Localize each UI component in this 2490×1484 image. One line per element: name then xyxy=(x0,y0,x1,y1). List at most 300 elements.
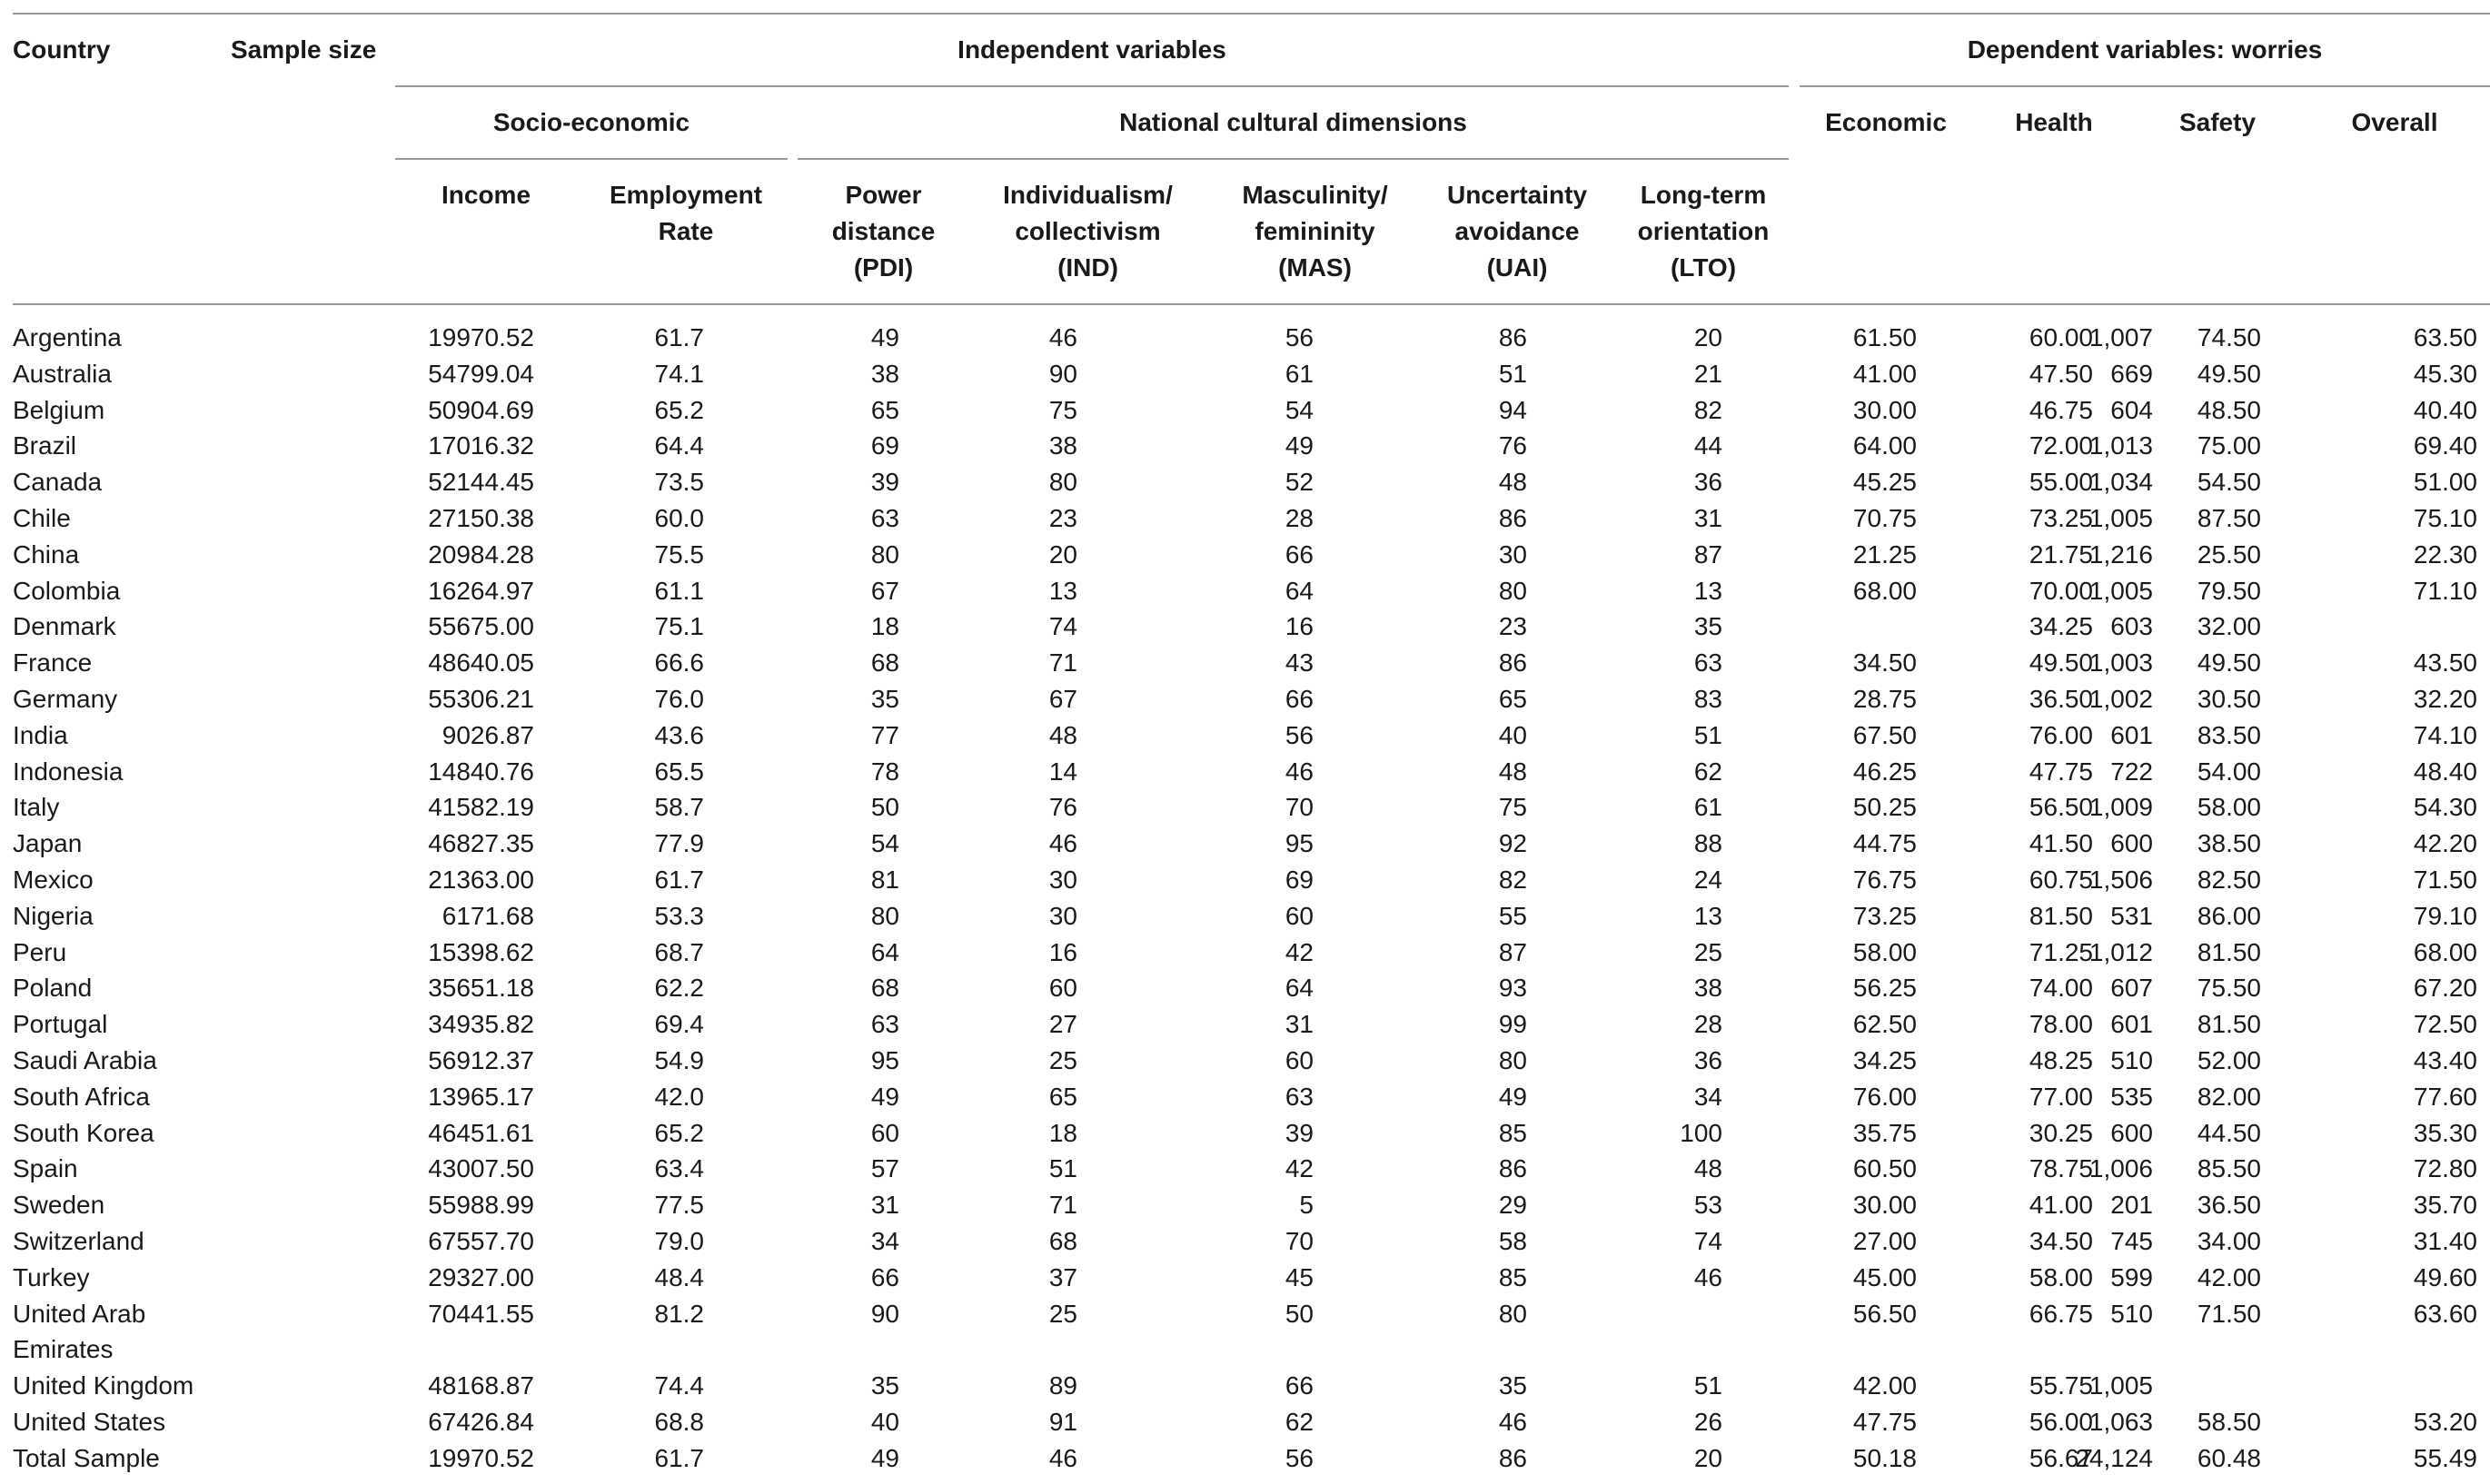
cell-country: Saudi Arabia xyxy=(13,1045,157,1074)
cell-sample-size: 1,063 xyxy=(2088,1407,2153,1436)
table-row xyxy=(0,1260,2490,1296)
cell-uai: 55 xyxy=(1498,901,1527,930)
cell-uai: 40 xyxy=(1498,720,1527,749)
cell-ind: 20 xyxy=(1048,539,1077,569)
cell-safety: 75.50 xyxy=(2197,974,2261,1003)
cell-economic: 34.50 xyxy=(1852,648,1917,678)
cell-income: 41582.19 xyxy=(428,793,534,822)
cell-mas: 50 xyxy=(1285,1299,1314,1328)
cell-employment-rate: 58.7 xyxy=(654,793,704,822)
cell-ind: 25 xyxy=(1048,1045,1077,1074)
cell-overall: 63.50 xyxy=(2413,323,2477,351)
cell-employment-rate: 61.7 xyxy=(654,323,704,351)
cell-economic: 35.75 xyxy=(1852,1118,1917,1147)
cell-health: 36.50 xyxy=(2029,684,2093,713)
cell-economic: 46.25 xyxy=(1852,757,1917,786)
cell-country: Peru xyxy=(13,937,67,966)
cell-pdi: 63 xyxy=(870,1010,899,1039)
cell-sample-size: 600 xyxy=(2110,1118,2153,1147)
cell-pdi: 34 xyxy=(870,1226,899,1255)
cell-country: United States xyxy=(13,1407,166,1436)
cell-overall: 55.49 xyxy=(2413,1443,2477,1472)
cell-overall: 72.50 xyxy=(2413,1010,2477,1039)
cell-country: Nigeria xyxy=(13,901,94,930)
cell-overall: 31.40 xyxy=(2413,1226,2477,1255)
cell-uai: 86 xyxy=(1498,503,1527,532)
cell-country: Indonesia xyxy=(13,757,124,786)
cell-overall: 42.20 xyxy=(2413,829,2477,858)
cell-sample-size: 599 xyxy=(2110,1262,2153,1291)
cell-employment-rate: 61.7 xyxy=(654,865,704,894)
cell-employment-rate: 62.2 xyxy=(654,974,704,1003)
cell-sample-size: 1,003 xyxy=(2088,648,2153,678)
cell-overall: 35.70 xyxy=(2413,1191,2477,1220)
cell-employment-rate: 54.9 xyxy=(654,1045,704,1074)
cell-income: 16264.97 xyxy=(428,576,534,605)
cell-country: Argentina xyxy=(13,323,122,351)
cell-income: 34935.82 xyxy=(428,1010,534,1039)
independent-rule xyxy=(395,85,1789,87)
table-row xyxy=(0,1079,2490,1115)
cell-health: 73.25 xyxy=(2029,503,2093,532)
cell-mas: 5 xyxy=(1299,1191,1314,1220)
cell-ind: 51 xyxy=(1048,1154,1077,1183)
cell-employment-rate: 65.5 xyxy=(654,757,704,786)
cell-safety: 42.00 xyxy=(2197,1262,2261,1291)
header-uncertainty-avoidance: Uncertainty avoidance (UAI) xyxy=(1446,181,1588,282)
cell-economic: 67.50 xyxy=(1852,720,1917,749)
cell-safety: 85.50 xyxy=(2197,1154,2261,1183)
cell-safety: 32.00 xyxy=(2197,612,2261,641)
cell-overall: 49.60 xyxy=(2413,1262,2477,1291)
cell-safety: 44.50 xyxy=(2197,1118,2261,1147)
cell-overall: 63.60 xyxy=(2413,1299,2477,1328)
table-row xyxy=(0,464,2490,500)
cell-pdi: 35 xyxy=(870,684,899,713)
cell-employment-rate: 79.0 xyxy=(654,1226,704,1255)
table-body xyxy=(0,320,2490,1477)
cell-employment-rate: 66.6 xyxy=(654,648,704,678)
cell-economic: 45.25 xyxy=(1852,468,1917,497)
cell-pdi: 67 xyxy=(870,576,899,605)
cell-employment-rate: 60.0 xyxy=(654,503,704,532)
cell-employment-rate: 65.2 xyxy=(654,395,704,424)
cell-employment-rate: 65.2 xyxy=(654,1118,704,1147)
cell-income: 35651.18 xyxy=(428,974,534,1003)
cell-lto: 62 xyxy=(1693,757,1722,786)
cell-sample-size: 1,005 xyxy=(2088,503,2153,532)
cell-lto: 82 xyxy=(1693,395,1722,424)
cell-pdi: 49 xyxy=(870,1082,899,1111)
cell-pdi: 40 xyxy=(870,1407,899,1436)
cell-safety: 49.50 xyxy=(2197,359,2261,388)
cell-country: Denmark xyxy=(13,612,116,641)
cell-lto: 31 xyxy=(1693,503,1722,532)
cell-income: 52144.45 xyxy=(428,468,534,497)
cell-mas: 61 xyxy=(1285,359,1314,388)
cell-safety: 58.00 xyxy=(2197,793,2261,822)
cell-pdi: 63 xyxy=(870,503,899,532)
cell-economic: 60.50 xyxy=(1852,1154,1917,1183)
cell-pdi: 66 xyxy=(870,1262,899,1291)
cell-mas: 64 xyxy=(1285,974,1314,1003)
cell-safety: 30.50 xyxy=(2197,684,2261,713)
table-row xyxy=(0,1187,2490,1223)
cell-health: 49.50 xyxy=(2029,648,2093,678)
table-row xyxy=(0,320,2490,356)
cell-overall: 67.20 xyxy=(2413,974,2477,1003)
cell-country: China xyxy=(13,539,80,569)
cell-employment-rate: 77.9 xyxy=(654,829,704,858)
cell-safety: 38.50 xyxy=(2197,829,2261,858)
cell-ind: 23 xyxy=(1048,503,1077,532)
cell-overall: 69.40 xyxy=(2413,431,2477,460)
cell-country: Total Sample xyxy=(13,1443,160,1472)
cell-income: 43007.50 xyxy=(428,1154,534,1183)
table-row xyxy=(0,935,2490,971)
cell-health: 56.50 xyxy=(2029,793,2093,822)
cell-safety: 34.00 xyxy=(2197,1226,2261,1255)
cell-lto: 26 xyxy=(1693,1407,1722,1436)
cell-sample-size: 24,124 xyxy=(2075,1443,2153,1472)
cell-employment-rate: 77.5 xyxy=(654,1191,704,1220)
cell-ind: 46 xyxy=(1048,829,1077,858)
cell-country: India xyxy=(13,720,68,749)
table-row xyxy=(0,1151,2490,1187)
cell-sample-size: 531 xyxy=(2110,901,2153,930)
cell-country: Emirates xyxy=(13,1335,114,1364)
cell-income: 29327.00 xyxy=(428,1262,534,1291)
cell-health: 60.75 xyxy=(2029,865,2093,894)
table-row xyxy=(0,1296,2490,1332)
cell-pdi: 54 xyxy=(870,829,899,858)
cell-ind: 30 xyxy=(1048,865,1077,894)
cell-income: 55675.00 xyxy=(428,612,534,641)
cell-safety: 82.00 xyxy=(2197,1082,2261,1111)
cell-country: Colombia xyxy=(13,576,121,605)
cell-income: 9026.87 xyxy=(441,720,534,749)
cell-economic: 42.00 xyxy=(1852,1371,1917,1400)
cell-economic: 30.00 xyxy=(1852,395,1917,424)
cell-pdi: 68 xyxy=(870,974,899,1003)
cell-uai: 85 xyxy=(1498,1262,1527,1291)
cell-employment-rate: 61.7 xyxy=(654,1443,704,1472)
cell-income: 67557.70 xyxy=(428,1226,534,1255)
cell-pdi: 49 xyxy=(870,1443,899,1472)
cell-uai: 51 xyxy=(1498,359,1527,388)
cell-economic: 70.75 xyxy=(1852,503,1917,532)
cell-ind: 71 xyxy=(1048,1191,1077,1220)
cell-health: 55.75 xyxy=(2029,1371,2093,1400)
cell-economic: 76.00 xyxy=(1852,1082,1917,1111)
cell-pdi: 81 xyxy=(870,865,899,894)
cell-income: 19970.52 xyxy=(428,323,534,351)
cell-sample-size: 604 xyxy=(2110,395,2153,424)
cell-overall: 45.30 xyxy=(2413,359,2477,388)
cell-lto: 36 xyxy=(1693,1045,1722,1074)
cell-lto: 20 xyxy=(1693,323,1722,351)
cell-health: 71.25 xyxy=(2029,937,2093,966)
cell-uai: 65 xyxy=(1498,684,1527,713)
cell-lto: 25 xyxy=(1693,937,1722,966)
table-row xyxy=(0,573,2490,609)
cell-uai: 30 xyxy=(1498,539,1527,569)
cell-mas: 42 xyxy=(1285,937,1314,966)
cell-employment-rate: 75.1 xyxy=(654,612,704,641)
cell-economic: 56.50 xyxy=(1852,1299,1917,1328)
cell-mas: 66 xyxy=(1285,539,1314,569)
cell-employment-rate: 64.4 xyxy=(654,431,704,460)
cell-income: 27150.38 xyxy=(428,503,534,532)
cell-lto: 83 xyxy=(1693,684,1722,713)
cell-ind: 65 xyxy=(1048,1082,1077,1111)
cell-lto: 20 xyxy=(1693,1443,1722,1472)
cell-safety: 74.50 xyxy=(2197,323,2261,351)
cell-ind: 37 xyxy=(1048,1262,1077,1291)
cell-uai: 92 xyxy=(1498,829,1527,858)
header-national-cultural: National cultural dimensions xyxy=(1119,108,1467,136)
cell-economic: 28.75 xyxy=(1852,684,1917,713)
cell-lto: 63 xyxy=(1693,648,1722,678)
cell-country: Mexico xyxy=(13,865,94,894)
cell-country: Turkey xyxy=(13,1262,90,1291)
cell-ind: 16 xyxy=(1048,937,1077,966)
cell-country: Germany xyxy=(13,684,118,713)
cell-employment-rate: 74.4 xyxy=(654,1371,704,1400)
cell-income: 21363.00 xyxy=(428,865,534,894)
cell-overall: 48.40 xyxy=(2413,757,2477,786)
cell-safety: 60.48 xyxy=(2197,1443,2261,1472)
cell-safety: 54.00 xyxy=(2197,757,2261,786)
table-row xyxy=(0,537,2490,573)
cell-uai: 75 xyxy=(1498,793,1527,822)
cell-ind: 91 xyxy=(1048,1407,1077,1436)
cell-pdi: 38 xyxy=(870,359,899,388)
cell-uai: 86 xyxy=(1498,1443,1527,1472)
cell-uai: 23 xyxy=(1498,612,1527,641)
cell-economic: 56.25 xyxy=(1852,974,1917,1003)
cell-safety: 71.50 xyxy=(2197,1299,2261,1328)
cell-health: 77.00 xyxy=(2029,1082,2093,1111)
cell-lto: 24 xyxy=(1693,865,1722,894)
cell-health: 55.00 xyxy=(2029,468,2093,497)
cell-mas: 69 xyxy=(1285,865,1314,894)
cell-country: Portugal xyxy=(13,1010,108,1039)
cell-mas: 42 xyxy=(1285,1154,1314,1183)
cell-health: 34.50 xyxy=(2029,1226,2093,1255)
cell-ind: 13 xyxy=(1048,576,1077,605)
cell-safety: 52.00 xyxy=(2197,1045,2261,1074)
cell-health: 74.00 xyxy=(2029,974,2093,1003)
cell-pdi: 49 xyxy=(870,323,899,351)
cell-ind: 46 xyxy=(1048,323,1077,351)
cell-mas: 28 xyxy=(1285,503,1314,532)
cell-uai: 93 xyxy=(1498,974,1527,1003)
cell-country: Australia xyxy=(13,359,112,388)
cell-economic: 45.00 xyxy=(1852,1262,1917,1291)
cell-employment-rate: 43.6 xyxy=(654,720,704,749)
cell-mas: 70 xyxy=(1285,1226,1314,1255)
header-health: Health xyxy=(2015,108,2093,136)
cell-pdi: 39 xyxy=(870,468,899,497)
table-row xyxy=(0,500,2490,537)
cell-country: South Africa xyxy=(13,1082,150,1111)
cell-economic: 50.18 xyxy=(1852,1443,1917,1472)
cell-uai: 49 xyxy=(1498,1082,1527,1111)
cell-pdi: 68 xyxy=(870,648,899,678)
cell-uai: 86 xyxy=(1498,323,1527,351)
cell-sample-size: 510 xyxy=(2110,1299,2153,1328)
cell-income: 55306.21 xyxy=(428,684,534,713)
cell-overall: 35.30 xyxy=(2413,1118,2477,1147)
cell-ind: 67 xyxy=(1048,684,1077,713)
cell-income: 55988.99 xyxy=(428,1191,534,1220)
cell-country: South Korea xyxy=(13,1118,154,1147)
cell-pdi: 69 xyxy=(870,431,899,460)
cell-economic: 27.00 xyxy=(1852,1226,1917,1255)
cell-overall: 22.30 xyxy=(2413,539,2477,569)
cell-mas: 63 xyxy=(1285,1082,1314,1111)
cell-overall: 71.50 xyxy=(2413,865,2477,894)
cell-lto: 44 xyxy=(1693,431,1722,460)
cell-mas: 66 xyxy=(1285,1371,1314,1400)
cell-income: 6171.68 xyxy=(441,901,534,930)
cell-mas: 49 xyxy=(1285,431,1314,460)
cell-country: Chile xyxy=(13,503,71,532)
cell-safety: 48.50 xyxy=(2197,395,2261,424)
cell-uai: 87 xyxy=(1498,937,1527,966)
cell-safety: 81.50 xyxy=(2197,937,2261,966)
cell-economic: 30.00 xyxy=(1852,1191,1917,1220)
cell-safety: 81.50 xyxy=(2197,1010,2261,1039)
cell-overall: 32.20 xyxy=(2413,684,2477,713)
cell-pdi: 80 xyxy=(870,901,899,930)
cell-economic: 73.25 xyxy=(1852,901,1917,930)
cell-mas: 54 xyxy=(1285,395,1314,424)
table-row xyxy=(0,1115,2490,1152)
cell-uai: 76 xyxy=(1498,431,1527,460)
cell-uai: 80 xyxy=(1498,576,1527,605)
cell-income: 67426.84 xyxy=(428,1407,534,1436)
cell-health: 47.50 xyxy=(2029,359,2093,388)
cell-sample-size: 1,034 xyxy=(2088,468,2153,497)
cell-pdi: 64 xyxy=(870,937,899,966)
cell-overall: 75.10 xyxy=(2413,503,2477,532)
header-safety: Safety xyxy=(2178,108,2257,136)
cell-employment-rate: 42.0 xyxy=(654,1082,704,1111)
table-row xyxy=(0,1223,2490,1260)
table-row xyxy=(0,717,2490,754)
cell-country: United Arab xyxy=(13,1299,146,1328)
cell-mas: 60 xyxy=(1285,901,1314,930)
cell-pdi: 50 xyxy=(870,793,899,822)
cell-sample-size: 1,216 xyxy=(2088,539,2153,569)
cell-mas: 60 xyxy=(1285,1045,1314,1074)
cell-safety: 49.50 xyxy=(2197,648,2261,678)
cell-ind: 60 xyxy=(1048,974,1077,1003)
table-row xyxy=(0,1368,2490,1404)
cell-ind: 48 xyxy=(1048,720,1077,749)
cell-overall: 79.10 xyxy=(2413,901,2477,930)
cell-ind: 80 xyxy=(1048,468,1077,497)
cell-mas: 70 xyxy=(1285,793,1314,822)
cell-income: 19970.52 xyxy=(428,1443,534,1472)
cell-safety: 58.50 xyxy=(2197,1407,2261,1436)
cell-employment-rate: 68.7 xyxy=(654,937,704,966)
cell-lto: 13 xyxy=(1693,576,1722,605)
header-country: Country xyxy=(13,35,111,64)
cell-economic: 47.75 xyxy=(1852,1407,1917,1436)
table-row xyxy=(0,645,2490,681)
cell-uai: 80 xyxy=(1498,1045,1527,1074)
cell-employment-rate: 76.0 xyxy=(654,684,704,713)
cell-country: Belgium xyxy=(13,395,105,424)
cell-mas: 56 xyxy=(1285,323,1314,351)
table-row xyxy=(0,826,2490,862)
cell-health: 47.75 xyxy=(2029,757,2093,786)
cell-sample-size: 601 xyxy=(2110,1010,2153,1039)
cell-mas: 56 xyxy=(1285,720,1314,749)
cell-overall: 68.00 xyxy=(2413,937,2477,966)
cell-health: 58.00 xyxy=(2029,1262,2093,1291)
header-socio-economic: Socio-economic xyxy=(492,108,690,136)
cell-overall: 43.50 xyxy=(2413,648,2477,678)
cell-sample-size: 745 xyxy=(2110,1226,2153,1255)
cell-income: 17016.32 xyxy=(428,431,534,460)
cell-overall: 72.80 xyxy=(2413,1154,2477,1183)
cell-lto: 36 xyxy=(1693,468,1722,497)
cell-lto: 48 xyxy=(1693,1154,1722,1183)
cell-health: 46.75 xyxy=(2029,395,2093,424)
cell-overall: 77.60 xyxy=(2413,1082,2477,1111)
cell-health: 78.75 xyxy=(2029,1154,2093,1183)
cell-sample-size: 1,009 xyxy=(2088,793,2153,822)
cell-safety: 87.50 xyxy=(2197,503,2261,532)
header-long-term-orientation: Long-term orientation (LTO) xyxy=(1637,181,1770,282)
header-masculinity: Masculinity/ femininity (MAS) xyxy=(1242,181,1388,282)
cell-health: 56.00 xyxy=(2029,1407,2093,1436)
cell-economic: 34.25 xyxy=(1852,1045,1917,1074)
cell-overall: 74.10 xyxy=(2413,720,2477,749)
cell-uai: 48 xyxy=(1498,757,1527,786)
cell-lto: 21 xyxy=(1693,359,1722,388)
cell-employment-rate: 81.2 xyxy=(654,1299,704,1328)
cell-overall: 53.20 xyxy=(2413,1407,2477,1436)
cell-health: 48.25 xyxy=(2029,1045,2093,1074)
table-row xyxy=(0,392,2490,429)
cell-sample-size: 669 xyxy=(2110,359,2153,388)
cell-health: 21.75 xyxy=(2029,539,2093,569)
header-power-distance: Power distance (PDI) xyxy=(831,181,936,282)
cell-lto: 34 xyxy=(1693,1082,1722,1111)
table-row xyxy=(0,754,2490,790)
cell-safety: 86.00 xyxy=(2197,901,2261,930)
cell-lto: 87 xyxy=(1693,539,1722,569)
table-row xyxy=(0,1331,2490,1368)
cell-overall: 40.40 xyxy=(2413,395,2477,424)
cell-uai: 29 xyxy=(1498,1191,1527,1220)
cell-economic: 50.25 xyxy=(1852,793,1917,822)
cell-sample-size: 201 xyxy=(2110,1191,2153,1220)
cell-sample-size: 722 xyxy=(2110,757,2153,786)
cell-employment-rate: 74.1 xyxy=(654,359,704,388)
cell-sample-size: 601 xyxy=(2110,720,2153,749)
cell-economic: 44.75 xyxy=(1852,829,1917,858)
cell-sample-size: 1,005 xyxy=(2088,1371,2153,1400)
header-individualism: Individualism/ collectivism (IND) xyxy=(1003,181,1173,282)
cell-ind: 46 xyxy=(1048,1443,1077,1472)
header-employment-rate: Employment Rate xyxy=(609,181,763,245)
